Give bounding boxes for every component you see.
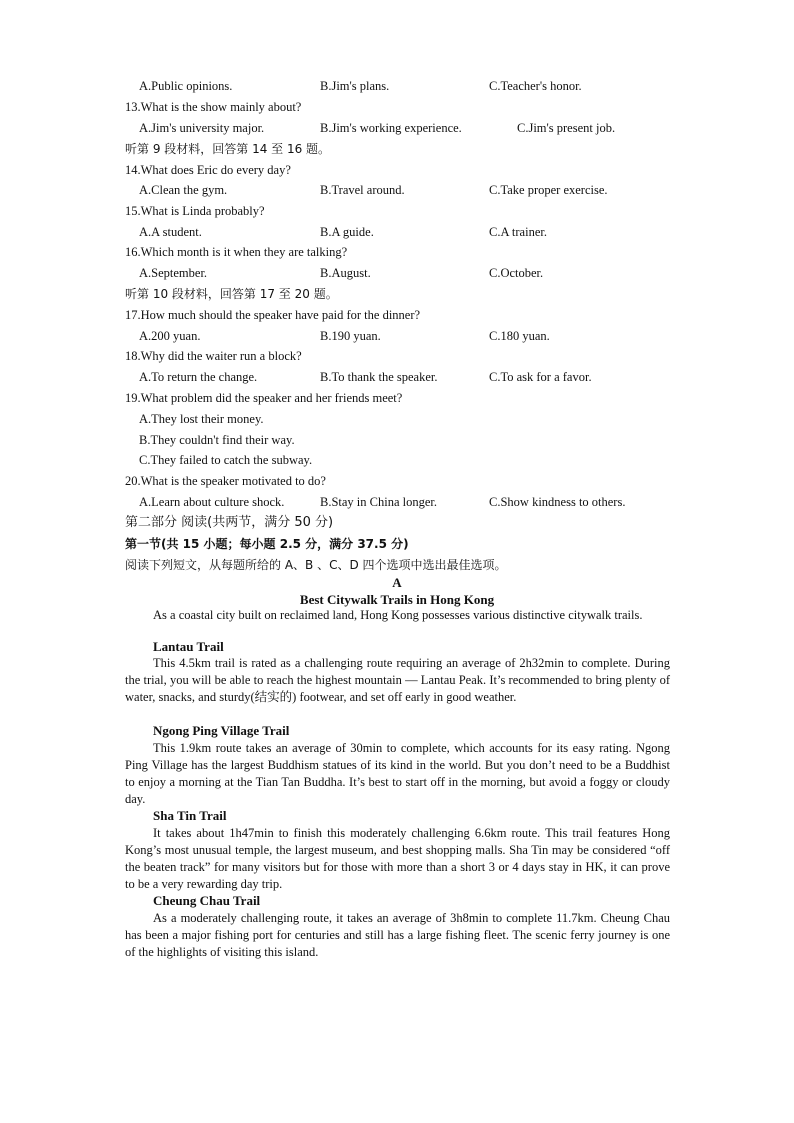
q14-option-b: B.Travel around. [320, 183, 405, 197]
trail-text-cheung-chau: As a moderately challenging route, it takes an average of 3h8min to complete 11.7km. Cheung Chau has been a major fishing port for centuries and still has a large fishing fleet. The scenic ferry journey is one of the highlights of visiting this island. [125, 911, 670, 959]
q13-option-c: C.Jim's present job. [517, 121, 616, 135]
trail-text-lantau: This 4.5km trail is rated as a challenging route requiring an average of 2h32min to complete. During the trial, you will be able to reach the highest mountain — Lantau Peak. It’s recommended to bring plenty of water, snacks, and sturdy(结实的) footwear, and set off early in good weather. [125, 656, 670, 704]
reading-instruction: 阅读下列短文，从每题所给的 A、B 、C、D 四个选项中选出最佳选项。 [125, 558, 507, 572]
article-title: Best Citywalk Trails in Hong Kong [299, 592, 495, 607]
q14-option-a: A.Clean the gym. [139, 183, 228, 197]
trail-heading-cheung-chau: Cheung Chau Trail [153, 893, 261, 908]
passage-10-instruction: 听第 10 段材料，回答第 17 至 20 题。 [125, 287, 338, 301]
q13-option-a: A.Jim's university major. [139, 121, 265, 135]
q18-option-b: B.To thank the speaker. [320, 370, 438, 384]
trail-text-ngong-ping: This 1.9km route takes an average of 30min to complete, which accounts for its easy rating. Ngong Ping Village has the largest Buddhism statues of its kind in the world. But you don’t need to be a Buddhist to enjoy a morning at the Tian Tan Buddha. It’s best to start off in the morning, but avoid a foggy or cloudy day. [125, 741, 670, 806]
question-14: 14.What does Eric do every day? [125, 163, 291, 177]
q13-option-b: B.Jim's working experience. [320, 121, 462, 135]
q15-option-a: A.A student. [139, 225, 202, 239]
passage-9-instruction: 听第 9 段材料，回答第 14 至 16 题。 [125, 142, 331, 156]
q18-option-a: A.To return the change. [139, 370, 258, 384]
q19-option-a: A.They lost their money. [139, 412, 264, 426]
section-1-heading: 第一节(共 15 小题；每小题 2.5 分，满分 37.5 分) [125, 537, 409, 551]
question-19: 19.What problem did the speaker and her friends meet? [125, 391, 403, 405]
article-intro: As a coastal city built on reclaimed land, Hong Kong possesses various distinctive citywalk trails. [153, 608, 643, 622]
q12-option-a: A.Public opinions. [139, 79, 233, 93]
trail-heading-sha-tin: Sha Tin Trail [153, 808, 227, 823]
question-15: 15.What is Linda probably? [125, 204, 265, 218]
question-16: 16.Which month is it when they are talking? [125, 245, 348, 259]
q16-option-c: C.October. [489, 266, 544, 280]
q19-option-c: C.They failed to catch the subway. [139, 453, 313, 467]
q14-option-c: C.Take proper exercise. [489, 183, 608, 197]
q17-option-c: C.180 yuan. [489, 329, 550, 343]
q12-option-b: B.Jim's plans. [320, 79, 390, 93]
q20-option-a: A.Learn about culture shock. [139, 495, 285, 509]
q15-option-b: B.A guide. [320, 225, 374, 239]
trail-text-sha-tin: It takes about 1h47min to finish this moderately challenging 6.6km route. This trail features Hong Kong’s most unusual temple, the largest museum, and best shopping malls. Sha Tin may be considered “off the beaten track” for many visitors but for those with more than a short 3 or 4 days stay in HK, it can prove to be a very rewarding day trip. [125, 826, 670, 891]
q16-option-b: B.August. [320, 266, 371, 280]
q18-option-c: C.To ask for a favor. [489, 370, 592, 384]
question-13: 13.What is the show mainly about? [125, 100, 302, 114]
question-17: 17.How much should the speaker have paid for the dinner? [125, 308, 421, 322]
q17-option-a: A.200 yuan. [139, 329, 201, 343]
q19-option-b: B.They couldn't find their way. [139, 433, 295, 447]
passage-letter: A [392, 575, 402, 590]
q17-option-b: B.190 yuan. [320, 329, 381, 343]
trail-heading-lantau: Lantau Trail [153, 639, 224, 654]
q20-option-c: C.Show kindness to others. [489, 495, 626, 509]
part-2-heading: 第二部分 阅读(共两节，满分 50 分) [125, 515, 334, 530]
trail-heading-ngong-ping: Ngong Ping Village Trail [153, 723, 290, 738]
question-20: 20.What is the speaker motivated to do? [125, 474, 326, 488]
q16-option-a: A.September. [139, 266, 208, 280]
q12-option-c: C.Teacher's honor. [489, 79, 582, 93]
question-18: 18.Why did the waiter run a block? [125, 349, 302, 363]
q20-option-b: B.Stay in China longer. [320, 495, 438, 509]
q15-option-c: C.A trainer. [489, 225, 547, 239]
